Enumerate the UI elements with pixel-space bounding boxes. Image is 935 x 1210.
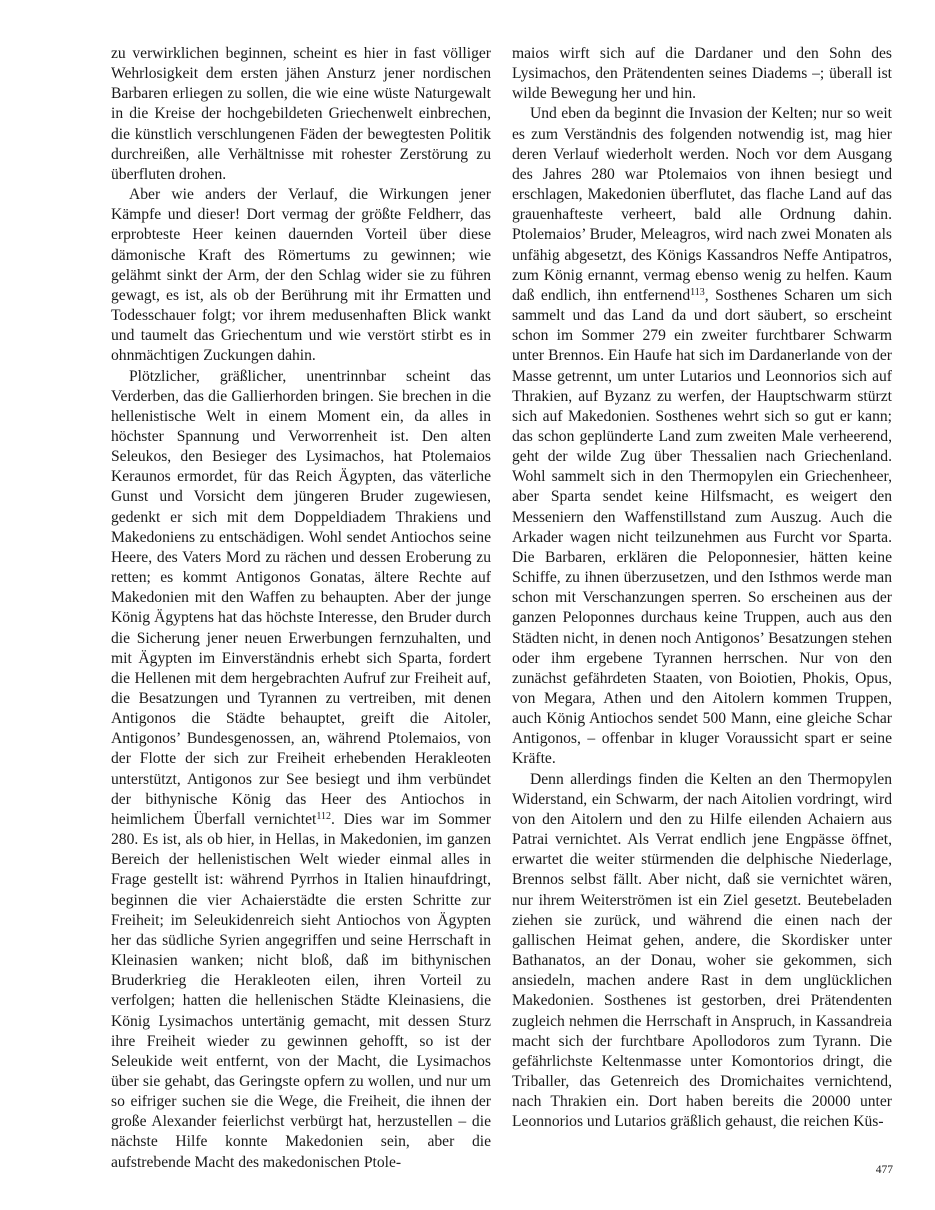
paragraph [111, 185, 491, 366]
paragraph-text: Aber wie anders der Verlauf, die Wirkungen jener Kämpfe und dieser! Dort vermag der größte Feldherr, das erprobteste Heer keinen dauernden Vorteil über diese dämonische Kraft des Römertums zu gewinnen; wie gelähmt sinkt der Arm, der den Schlag wider sie zu führen gewagt, es ist, als ob der Berührung mit ihr Ermatten und Todesschauer folgt; vor ihrem medusenhaften Blick wankt und taumelt das Griechentum und wie verstört stirbt es in ohnmächtigen Zuckungen dahin. [111, 186, 491, 365]
page-number: 477 [875, 1164, 893, 1176]
paragraph-text: Denn allerdings finden die Kelten an den Thermopylen Widerstand, ein Schwarm, der nach Aitolien vordringt, wird von den Aitolern und den zu Hilfe eilenden Achaiern aus Patrai vernichtet. Als Verrat endlich jene Engpässe öffnet, erwartet die weiter stürmenden die delphische Niederlage, Brennos selbst fällt. Aber nicht, daß sie vernichtet wären, nur ihrem Weiterströmen ist ein Ziel gesetzt. Beutebeladen ziehen sie zurück, und während die einen nach der gallischen Heimat gehen, andere, die Skordisker unter Bathanatos, an der Donau, woher sie gekommen, sich ansiedeln, machen andere Rast in dem unglücklichen Makedonien. Sosthenes ist gestorben, drei Prätendenten zugleich nehmen die Herrschaft in Anspruch, in Kassandreia macht sich der furchtbare Apollodoros zum Tyrann. Die gefährlichste Keltenmasse unter Komontorios dringt, die Triballer, das Getenreich des Dromichaites vernichtend, nach Thrakien ein. Dort haben bereits die 20000 unter Leonnorios und Lutarios gräßlich gehaust, die reichen Küs- [512, 770, 892, 1131]
paragraph-text: Und eben da beginnt die Invasion der Kelten; nur so weit es zum Verständnis des folgenden notwendig ist, mag hier deren Verlauf wiederholt werden. Noch vor dem Ausgang des Jahres 280 war Ptolemaios von ihnen besiegt und erschlagen, Makedonien überflutet, das flache Land auf das grauenhafteste verheert, bald alle Ordnung dahin. Ptolemaios’ Bruder, Meleagros, wird nach zwei Monaten als unfähig abgesetzt, des Königs Kassandros Neffe Antipatros, zum König ernannt, vermag ebenso wenig zu helfen. Kaum daß endlich, ihn entfernend [512, 105, 892, 304]
paragraph [111, 44, 491, 185]
paragraph [512, 770, 892, 1133]
paragraph-text: Plötzlicher, gräßlicher, unentrinnbar scheint das Verderben, das die Gallierhorden bringen. Sie brechen in die hellenistische Welt in einem Moment ein, da alles in höchster Spannung und Verworrenheit ist. Den alten Seleukos, den Besieger des Lysimachos, hat Ptolemaios Keraunos ermordet, für das Reich Ägypten, das väterliche Gunst und Vorsicht dem jüngeren Bruder zugewiesen, gedenkt er sich mit dem Doppeldiadem Thrakiens und Makedoniens zu entschädigen. Wohl sendet Antiochos seine Heere, des Vaters Mord zu rächen und dessen Eroberung zu retten; es kommt Antigonos Gonatas, ältere Rechte auf Makedonien mit den Waffen zu behaupten. Aber der junge König Ägyptens hat das höchste Interesse, den Bruder durch die Sicherung jener neuen Erwerbungen fernzuhalten, und mit Ägypten im Einverständnis erhebt sich Sparta, fordert die Hellenen mit dem hergebrachten Aufruf zur Freiheit auf, die Besatzungen und Tyrannen zu vertreiben, mit denen Antigonos die Städte behauptet, greift die Aitoler, Antigonos’ Bundesgenossen, an, während Ptolemaios, von der Flotte der sich zur Freiheit erhebenden Herakleoten unterstützt, Antigonos zur See besiegt und ihm verbündet der bithynische König das Heer des Antiochos in heimlichem Überfall vernichtet [111, 367, 491, 828]
footnote-reference: 112 [316, 810, 331, 822]
left-column [111, 44, 491, 1173]
paragraph [512, 44, 892, 104]
paragraph-text: zu verwirklichen beginnen, scheint es hier in fast völliger Wehrlosigkeit dem ersten jähen Ansturz jener nordischen Barbaren erliegen zu sollen, die wie eine wüste Naturgewalt in die Kreise der hochgebildeten Griechenwelt einbrechen, die künstlich verschlungenen Fäden der bewegtesten Politik durchreißen, alle Verhältnisse mit rohester Zerstörung zu überfluten drohen. [111, 45, 491, 183]
paragraph [111, 367, 491, 1173]
paragraph-text: maios wirft sich auf die Dardaner und den Sohn des Lysimachos, den Prätendenten seines Diadems –; überall ist wilde Bewegung her und hin. [512, 45, 892, 103]
paragraph [512, 104, 892, 769]
paragraph-text: . Dies war im Sommer 280. Es ist, als ob hier, in Hellas, in Makedonien, im ganzen Bereich der hellenistischen Welt wieder einmal alles in Frage gestellt ist: während Pyrrhos in Italien hinaufdringt, beginnen die vier Achaierstädte die ersten Schritte zur Freiheit; im Seleukidenreich sieht Antiochos von Ägypten her das südliche Syrien angegriffen und seine Herrschaft in Kleinasien wanken; nicht bloß, daß im bithynischen Bruderkrieg die Herakleoten eilen, ihren Vorteil zu verfolgen; hatten die hellenischen Städte Kleinasiens, die König Lysimachos untertänig gemacht, mit dessen Sturz ihre Freiheit wieder zu gewinnen gehofft, so ist der Seleukide weit entfernt, von der Macht, die Lysimachos über sie gehabt, das Geringste opfern zu wollen, und nur um so eifriger suchen sie die Wege, die Freiheit, die ihnen der große Alexander feierlichst verbürgt hat, herzustellen – die nächste Hilfe konnte Makedonien sein, aber die aufstrebende Macht des makedonischen Ptole- [111, 810, 491, 1171]
paragraph-text: , Sosthenes Scharen um sich sammelt und das Land da und dort säubert, so erscheint schon im Sommer 279 ein zweiter furchtbarer Schwarm unter Brennos. Ein Haufe hat sich im Dardanerlande von der Masse getrennt, um unter Lutarios und Leonnorios sich auf Thrakien, auf Byzanz zu werfen, der Hauptschwarm stürzt sich auf Makedonien. Sosthenes wehrt sich so gut er kann; das schon geplünderte Land zum zweiten Male verheerend, geht der wilde Zug über Thessalien nach Griechenland. Wohl sammelt sich in den Thermopylen ein Griechenheer, aber Sparta sendet keine Hilfsmacht, es weigert den Messeniern den Waffenstillstand zum Auszug. Auch die Arkader wagen nicht teilzunehmen aus Furcht vor Sparta. Die Barbaren, erklären die Peloponnesier, hätten keine Schiffe, zu ihnen überzusetzen, und den Isthmos werde man schon mit Verschanzungen sperren. So erscheinen aus der ganzen Peloponnes durchaus keine Truppen, auch aus den Städten nicht, in denen noch Antigonos’ Besatzungen stehen oder ihm ergebene Tyrannen herrschen. Nur von den zunächst gefährdeten Staaten, von Boiotien, Phokis, Opus, von Megara, Athen und den Aitolern kommen Truppen, auch König Antiochos sendet 500 Mann, eine gleiche Schar Antigonos, – offenbar in kluger Voraussicht spart er seine Kräfte. [512, 286, 892, 768]
footnote-reference: 113 [690, 286, 705, 298]
right-column [512, 44, 892, 1132]
